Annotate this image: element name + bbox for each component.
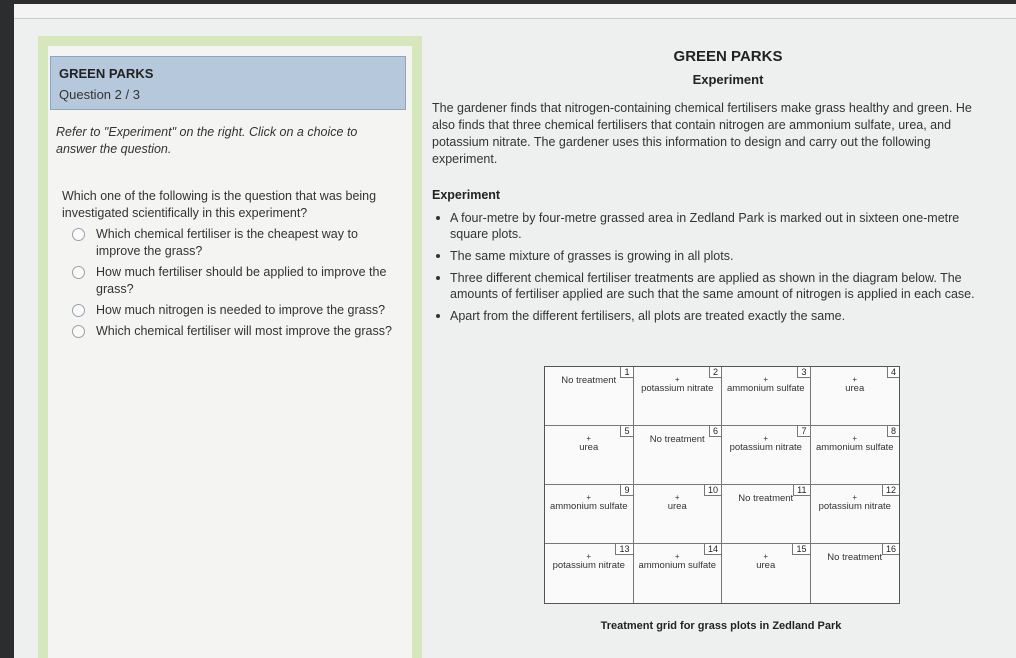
grid-cell bbox=[722, 485, 811, 544]
plus-sign: + bbox=[763, 552, 769, 561]
grid-cell bbox=[634, 485, 723, 544]
question-header bbox=[50, 56, 406, 110]
grid-cell bbox=[634, 367, 723, 426]
plus-sign: + bbox=[852, 375, 858, 384]
instruction-text: Refer to "Experiment" on the right. Click on a choice to answer the question. bbox=[56, 125, 358, 156]
treatment-label: No treatment bbox=[649, 434, 705, 445]
treatment-label: ammonium sulfate bbox=[726, 383, 805, 394]
answer-option-4[interactable] bbox=[72, 323, 392, 340]
screen bbox=[14, 4, 1016, 658]
experiment-title: GREEN PARKS bbox=[673, 48, 783, 65]
plot-number: 14 bbox=[704, 544, 721, 555]
experiment-intro: The gardener finds that nitrogen-containing chemical fertilisers make grass healthy and green. He also finds that three chemical fertilisers that contain nitrogen are ammonium sulfate, urea, and potassium nitrate. The gardener uses this information to design and carry out the following experiment. bbox=[432, 101, 972, 166]
treatment-label: urea bbox=[579, 442, 599, 453]
bullet-item bbox=[436, 210, 996, 242]
treatment-label: ammonium sulfate bbox=[815, 442, 894, 453]
answer-options bbox=[72, 226, 392, 344]
plot-number: 16 bbox=[882, 544, 899, 555]
answer-option-3[interactable] bbox=[72, 302, 392, 319]
treatment-label: potassium nitrate bbox=[818, 501, 891, 512]
grid-cell bbox=[722, 544, 811, 603]
radio-button[interactable] bbox=[72, 266, 85, 279]
treatment-label: ammonium sulfate bbox=[549, 501, 628, 512]
treatment-label: urea bbox=[845, 383, 865, 394]
grid-cell bbox=[722, 426, 811, 485]
treatment-label: potassium nitrate bbox=[641, 383, 714, 394]
grid-cell bbox=[634, 544, 723, 603]
bullet-icon bbox=[436, 254, 440, 258]
plus-sign: + bbox=[586, 493, 592, 502]
answer-option-label: Which chemical fertiliser will most improve the grass? bbox=[96, 324, 392, 338]
plot-number: 10 bbox=[704, 485, 721, 496]
bullet-icon bbox=[436, 216, 440, 220]
plus-sign: + bbox=[763, 434, 769, 443]
plot-number: 5 bbox=[620, 426, 632, 437]
answer-option-2[interactable] bbox=[72, 264, 392, 298]
experiment-panel bbox=[428, 36, 1008, 656]
plot-number: 11 bbox=[793, 485, 809, 496]
bullet-text: The same mixture of grasses is growing in all plots. bbox=[450, 249, 734, 263]
answer-option-label: How much nitrogen is needed to improve the grass? bbox=[96, 303, 386, 317]
radio-button[interactable] bbox=[72, 325, 85, 338]
bullet-item bbox=[436, 270, 996, 302]
treatment-label: potassium nitrate bbox=[552, 560, 625, 571]
question-text: Which one of the following is the question that was being investigated scientifically in this experiment? bbox=[62, 189, 377, 220]
bullet-text: A four-metre by four-metre grassed area in Zedland Park is marked out in sixteen one-metre square plots. bbox=[450, 211, 960, 241]
answer-option-label: Which chemical fertiliser is the cheapest way to improve the grass? bbox=[96, 227, 358, 258]
bullet-icon bbox=[436, 314, 440, 318]
plus-sign: + bbox=[586, 552, 592, 561]
plus-sign: + bbox=[763, 375, 769, 384]
grid-cell bbox=[545, 367, 634, 426]
grid-caption: Treatment grid for grass plots in Zedland Park bbox=[600, 620, 842, 632]
answer-option-1[interactable] bbox=[72, 226, 392, 260]
treatment-label: urea bbox=[667, 501, 687, 512]
grid-cell bbox=[545, 485, 634, 544]
grid-cell bbox=[811, 426, 900, 485]
treatment-label: urea bbox=[756, 560, 776, 571]
question-panel bbox=[38, 36, 422, 658]
plot-number: 15 bbox=[792, 544, 809, 555]
experiment-heading: Experiment bbox=[432, 188, 501, 202]
plot-number: 6 bbox=[709, 426, 721, 437]
plus-sign: + bbox=[674, 552, 680, 561]
grid-cell bbox=[811, 367, 900, 426]
bullet-item bbox=[436, 308, 996, 324]
grid-cell bbox=[722, 367, 811, 426]
plot-number: 12 bbox=[882, 485, 899, 496]
grid-cell bbox=[545, 426, 634, 485]
grid-cell bbox=[545, 544, 634, 603]
plot-number: 4 bbox=[887, 367, 899, 378]
treatment-grid bbox=[544, 366, 900, 604]
question-panel-inner bbox=[48, 46, 412, 658]
bullet-text: Three different chemical fertiliser treatments are applied as shown in the diagram below. The amounts of fertiliser applied are such that the same amount of nitrogen is applied in each case. bbox=[450, 271, 975, 301]
plot-number: 8 bbox=[887, 426, 899, 437]
plus-sign: + bbox=[586, 434, 592, 443]
plus-sign: + bbox=[674, 375, 680, 384]
treatment-label: No treatment bbox=[827, 552, 883, 563]
experiment-bullets bbox=[436, 210, 996, 330]
plot-number: 1 bbox=[620, 367, 632, 378]
plot-number: 3 bbox=[797, 367, 809, 378]
bullet-icon bbox=[436, 276, 440, 280]
experiment-subtitle: Experiment bbox=[692, 72, 764, 87]
treatment-label: No treatment bbox=[738, 493, 794, 504]
question-header-title: GREEN PARKS bbox=[59, 66, 154, 81]
treatment-label: potassium nitrate bbox=[729, 442, 802, 453]
plot-number: 2 bbox=[709, 367, 721, 378]
grid-cell bbox=[811, 485, 900, 544]
plot-number: 13 bbox=[615, 544, 632, 555]
top-bar bbox=[14, 4, 1016, 19]
plot-number: 9 bbox=[620, 485, 632, 496]
plus-sign: + bbox=[852, 434, 858, 443]
grid-cell bbox=[634, 426, 723, 485]
answer-option-label: How much fertiliser should be applied to improve the grass? bbox=[96, 265, 387, 296]
grid-cell bbox=[811, 544, 900, 603]
plus-sign: + bbox=[852, 493, 858, 502]
treatment-label: ammonium sulfate bbox=[638, 560, 717, 571]
plus-sign: + bbox=[674, 493, 680, 502]
plot-number: 7 bbox=[797, 426, 809, 437]
question-number: Question 2 / 3 bbox=[59, 87, 140, 102]
bullet-item bbox=[436, 248, 996, 264]
radio-button[interactable] bbox=[72, 228, 85, 241]
bullet-text: Apart from the different fertilisers, all plots are treated exactly the same. bbox=[450, 309, 846, 323]
treatment-label: No treatment bbox=[561, 375, 617, 386]
radio-button[interactable] bbox=[72, 304, 85, 317]
